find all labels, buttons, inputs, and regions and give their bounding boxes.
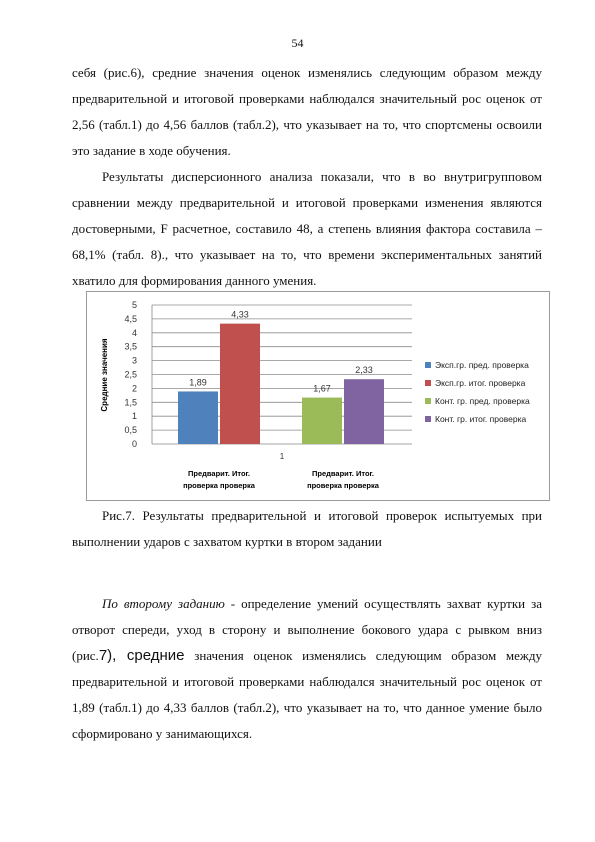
legend-swatch: [425, 416, 431, 422]
task-heading: По второму заданию: [102, 596, 225, 611]
x-tick-label: 1: [279, 452, 285, 461]
x-group-label: Предварит. Итог.: [188, 469, 250, 478]
paragraph-3-figure-ref: 7), средние: [98, 647, 185, 664]
legend-label: Эксп.гр. итог. проверка: [435, 378, 526, 388]
legend-label: Эксп.гр. пред. проверка: [435, 360, 529, 370]
bar: [220, 324, 260, 444]
bar-value-label: 1,67: [313, 383, 331, 394]
y-tick-label: 3,5: [124, 341, 137, 352]
y-axis-title: Средние значения: [100, 338, 109, 412]
legend-label: Конт. гр. пред. проверка: [435, 396, 530, 406]
legend-swatch: [425, 380, 431, 386]
paragraph-3-part2: значения оценок изменялись следующим образом между предварительной и итоговой проверками наблюдался значительный рос оценок от 1,89 (табл.1) до 4,33 баллов (табл.2), что указывает на то, что данное умение было сформировано у занимающихся.: [72, 648, 542, 741]
y-tick-label: 0,5: [124, 425, 137, 436]
y-tick-label: 1,5: [124, 397, 137, 408]
bar-value-label: 2,33: [355, 365, 373, 376]
y-tick-label: 4: [131, 327, 137, 338]
figure-caption: Рис.7. Результаты предварительной и итоговой проверок испытуемых при выполнении ударов с захватом куртки в втором задании: [72, 508, 542, 549]
legend-swatch: [425, 362, 431, 368]
bar: [302, 398, 342, 444]
bar-value-label: 4,33: [231, 309, 249, 320]
chart-svg: [87, 292, 549, 500]
x-group-label: проверка проверка: [307, 481, 379, 490]
legend-label: Конт. гр. итог. проверка: [435, 414, 527, 424]
paragraph-2: Результаты дисперсионного анализа показали, что в во внутригрупповом сравнении между предварительной и итоговой проверками изменения являются достоверными, F расчетное, составило 48, а степень влияния фактора составила – 68,1% (табл. 8)., что указывает на то, что времени экспериментальных занятий хватило для формирования данного умения.: [72, 169, 542, 288]
y-tick-label: 5: [131, 300, 137, 310]
y-tick-label: 0: [131, 439, 137, 449]
page-number: 54: [291, 36, 304, 50]
bar: [344, 379, 384, 444]
legend-swatch: [425, 398, 431, 404]
y-tick-label: 3: [131, 355, 137, 366]
bar-chart: [86, 291, 550, 501]
bar: [178, 391, 218, 444]
paragraph-1: себя (рис.6), средние значения оценок изменялись следующим образом между предварительной и итоговой проверками наблюдался значительный рос оценок от 2,56 (табл.1) до 4,56 баллов (табл.2), что указывает на то, что спортсмены освоили это задание в ходе обучения.: [72, 65, 542, 158]
x-group-label: проверка проверка: [183, 481, 255, 490]
x-group-label: Предварит. Итог.: [312, 469, 374, 478]
y-tick-label: 1: [131, 411, 137, 422]
paragraph-3: [72, 591, 542, 747]
bar-value-label: 1,89: [189, 377, 207, 388]
y-tick-label: 2,5: [124, 369, 137, 380]
y-tick-label: 4,5: [124, 313, 137, 324]
paragraph-3-part1: - определение умений осуществлять захват куртки за отворот спереди, уход в сторону и выполнение бокового удара с рывком вниз (рис.: [72, 596, 542, 663]
y-tick-label: 2: [131, 383, 137, 394]
